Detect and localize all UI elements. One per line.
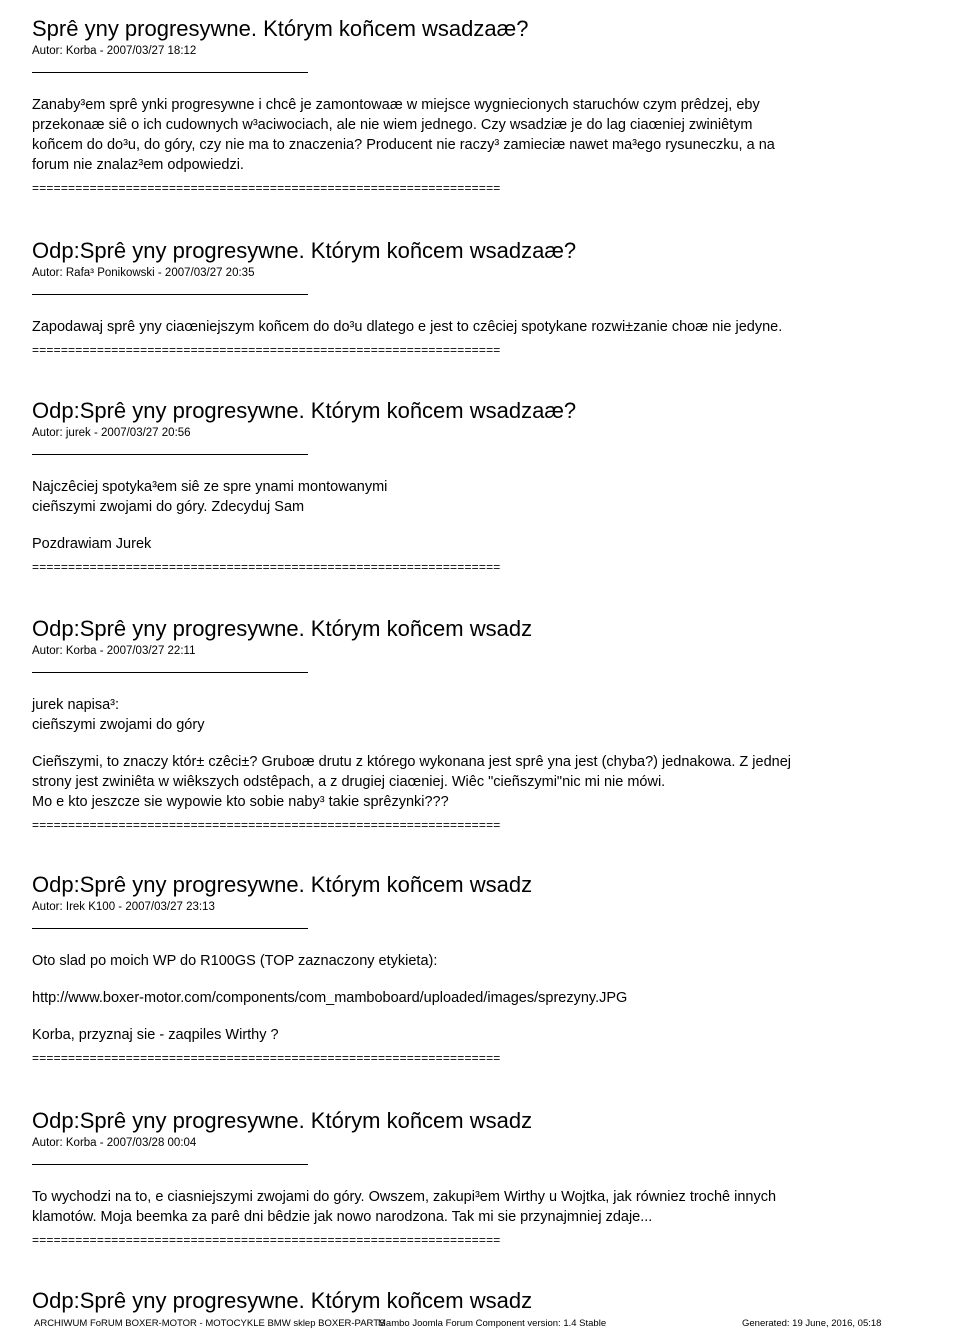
post-meta: Autor: Korba - 2007/03/27 22:11	[32, 645, 196, 657]
post-line: klamotów. Moja beemka za parê dni bêdzie jak nowo narodzona. Tak mi sie przynajmniej zdaje...	[32, 1209, 653, 1225]
post-title: Odp:Sprê yny progresywne. Którym koñcem wsadzaæ?	[32, 238, 577, 263]
post-line: To wychodzi na to, e ciasniejszymi zwojami do góry. Owszem, zakupi³em Wirthy u Wojtka, jak równiez trochê innych	[32, 1189, 777, 1205]
meta-divider	[32, 672, 308, 673]
post-line: Cieñszymi, to znaczy któr± czêci±? Gruboæ drutu z którego wykonana jest sprê yna jest (chyba?) jednakowa. Z jednej	[32, 754, 791, 770]
meta-divider	[32, 1164, 308, 1165]
post-title: Odp:Sprê yny progresywne. Którym koñcem wsadz	[32, 872, 533, 897]
post-meta: Autor: Korba - 2007/03/27 18:12	[32, 45, 197, 57]
post-line: forum nie znalaz³em odpowiedzi.	[32, 157, 244, 173]
post-line: strony jest zwiniêta w wiêkszych odstêpach, a z drugiej ciaœniej. Wiêc "cieñszymi"nic mi nie mówi.	[32, 774, 666, 790]
meta-divider	[32, 928, 308, 929]
paragraph-gap	[32, 971, 932, 988]
post-line: Oto slad po moich WP do R100GS (TOP zaznaczony etykieta):	[32, 953, 438, 969]
post-meta: Autor: Rafa³ Ponikowski - 2007/03/27 20:35	[32, 267, 255, 279]
post-separator: =================================================================	[32, 560, 501, 574]
post-body	[32, 1187, 932, 1227]
post-line: Zanaby³em sprê ynki progresywne i chcê je zamontowaæ w miejsce wygniecionych staruchów czym prêdzej, eby	[32, 97, 760, 113]
forum-post	[32, 238, 932, 357]
post-line: Pozdrawiam Jurek	[32, 536, 152, 552]
footer-component-version: Mambo Joomla Forum Component version: 1.4 Stable	[378, 1318, 607, 1329]
post-line: przekonaæ siê o ich cudownych w³aciwociach, ale nie wiem jednego. Czy wsadziæ je do lag ciaœniej zwiniêtym	[32, 117, 753, 133]
post-line: Zapodawaj sprê yny ciaœniejszym koñcem do do³u dlatego e jest to czêciej spotykane rozwi±zanie choæ nie jedyne.	[32, 319, 783, 335]
forum-post	[32, 398, 932, 574]
footer-site-name: ARCHIWUM FoRUM BOXER-MOTOR - MOTOCYKLE BMW sklep BOXER-PARTS	[34, 1318, 386, 1329]
meta-divider	[32, 454, 308, 455]
post-separator: =================================================================	[32, 1233, 501, 1247]
post-meta: Autor: Irek K100 - 2007/03/27 23:13	[32, 901, 215, 913]
post-separator: =================================================================	[32, 181, 501, 195]
post-title: Odp:Sprê yny progresywne. Którym koñcem wsadzaæ?	[32, 398, 577, 423]
post-line: cieñszymi zwojami do góry. Zdecyduj Sam	[32, 499, 305, 515]
footer-generated-date: Generated: 19 June, 2016, 05:18	[742, 1318, 882, 1329]
forum-post	[32, 1108, 932, 1247]
forum-post	[32, 616, 932, 832]
meta-divider	[32, 294, 308, 295]
post-line: koñcem do do³u, do góry, czy nie ma to znaczenia? Producent nie raczy³ zamieciæ nawet ma³ego rysuneczku, a na	[32, 137, 775, 153]
page-footer	[34, 1318, 934, 1330]
post-body	[32, 317, 932, 337]
forum-post	[32, 1288, 932, 1314]
forum-post	[32, 16, 932, 195]
post-line: jurek napisa³:	[32, 697, 120, 713]
post-line: cieñszymi zwojami do góry	[32, 717, 205, 733]
post-line: http://www.boxer-motor.com/components/com_mamboboard/uploaded/images/sprezyny.JPG	[32, 990, 628, 1006]
meta-divider	[32, 72, 308, 73]
post-title: Sprê yny progresywne. Którym koñcem wsadzaæ?	[32, 16, 529, 41]
post-body	[32, 695, 932, 812]
paragraph-gap	[32, 735, 932, 752]
post-title: Odp:Sprê yny progresywne. Którym koñcem wsadz	[32, 1288, 533, 1313]
post-body	[32, 951, 932, 1045]
post-title: Odp:Sprê yny progresywne. Którym koñcem wsadz	[32, 616, 533, 641]
forum-post	[32, 872, 932, 1065]
post-title: Odp:Sprê yny progresywne. Którym koñcem wsadz	[32, 1108, 533, 1133]
post-meta: Autor: jurek - 2007/03/27 20:56	[32, 427, 191, 439]
post-body	[32, 95, 932, 175]
post-meta: Autor: Korba - 2007/03/28 00:04	[32, 1137, 197, 1149]
post-line: Najczêciej spotyka³em siê ze spre ynami montowanymi	[32, 479, 388, 495]
post-line: Korba, przyznaj sie - zaqpiles Wirthy ?	[32, 1027, 279, 1043]
paragraph-gap	[32, 517, 932, 534]
post-body	[32, 477, 932, 554]
post-separator: =================================================================	[32, 1051, 501, 1065]
post-separator: =================================================================	[32, 818, 501, 832]
post-line: Mo e kto jeszcze sie wypowie kto sobie naby³ takie sprêzynki???	[32, 794, 449, 810]
paragraph-gap	[32, 1008, 932, 1025]
post-separator: =================================================================	[32, 343, 501, 357]
